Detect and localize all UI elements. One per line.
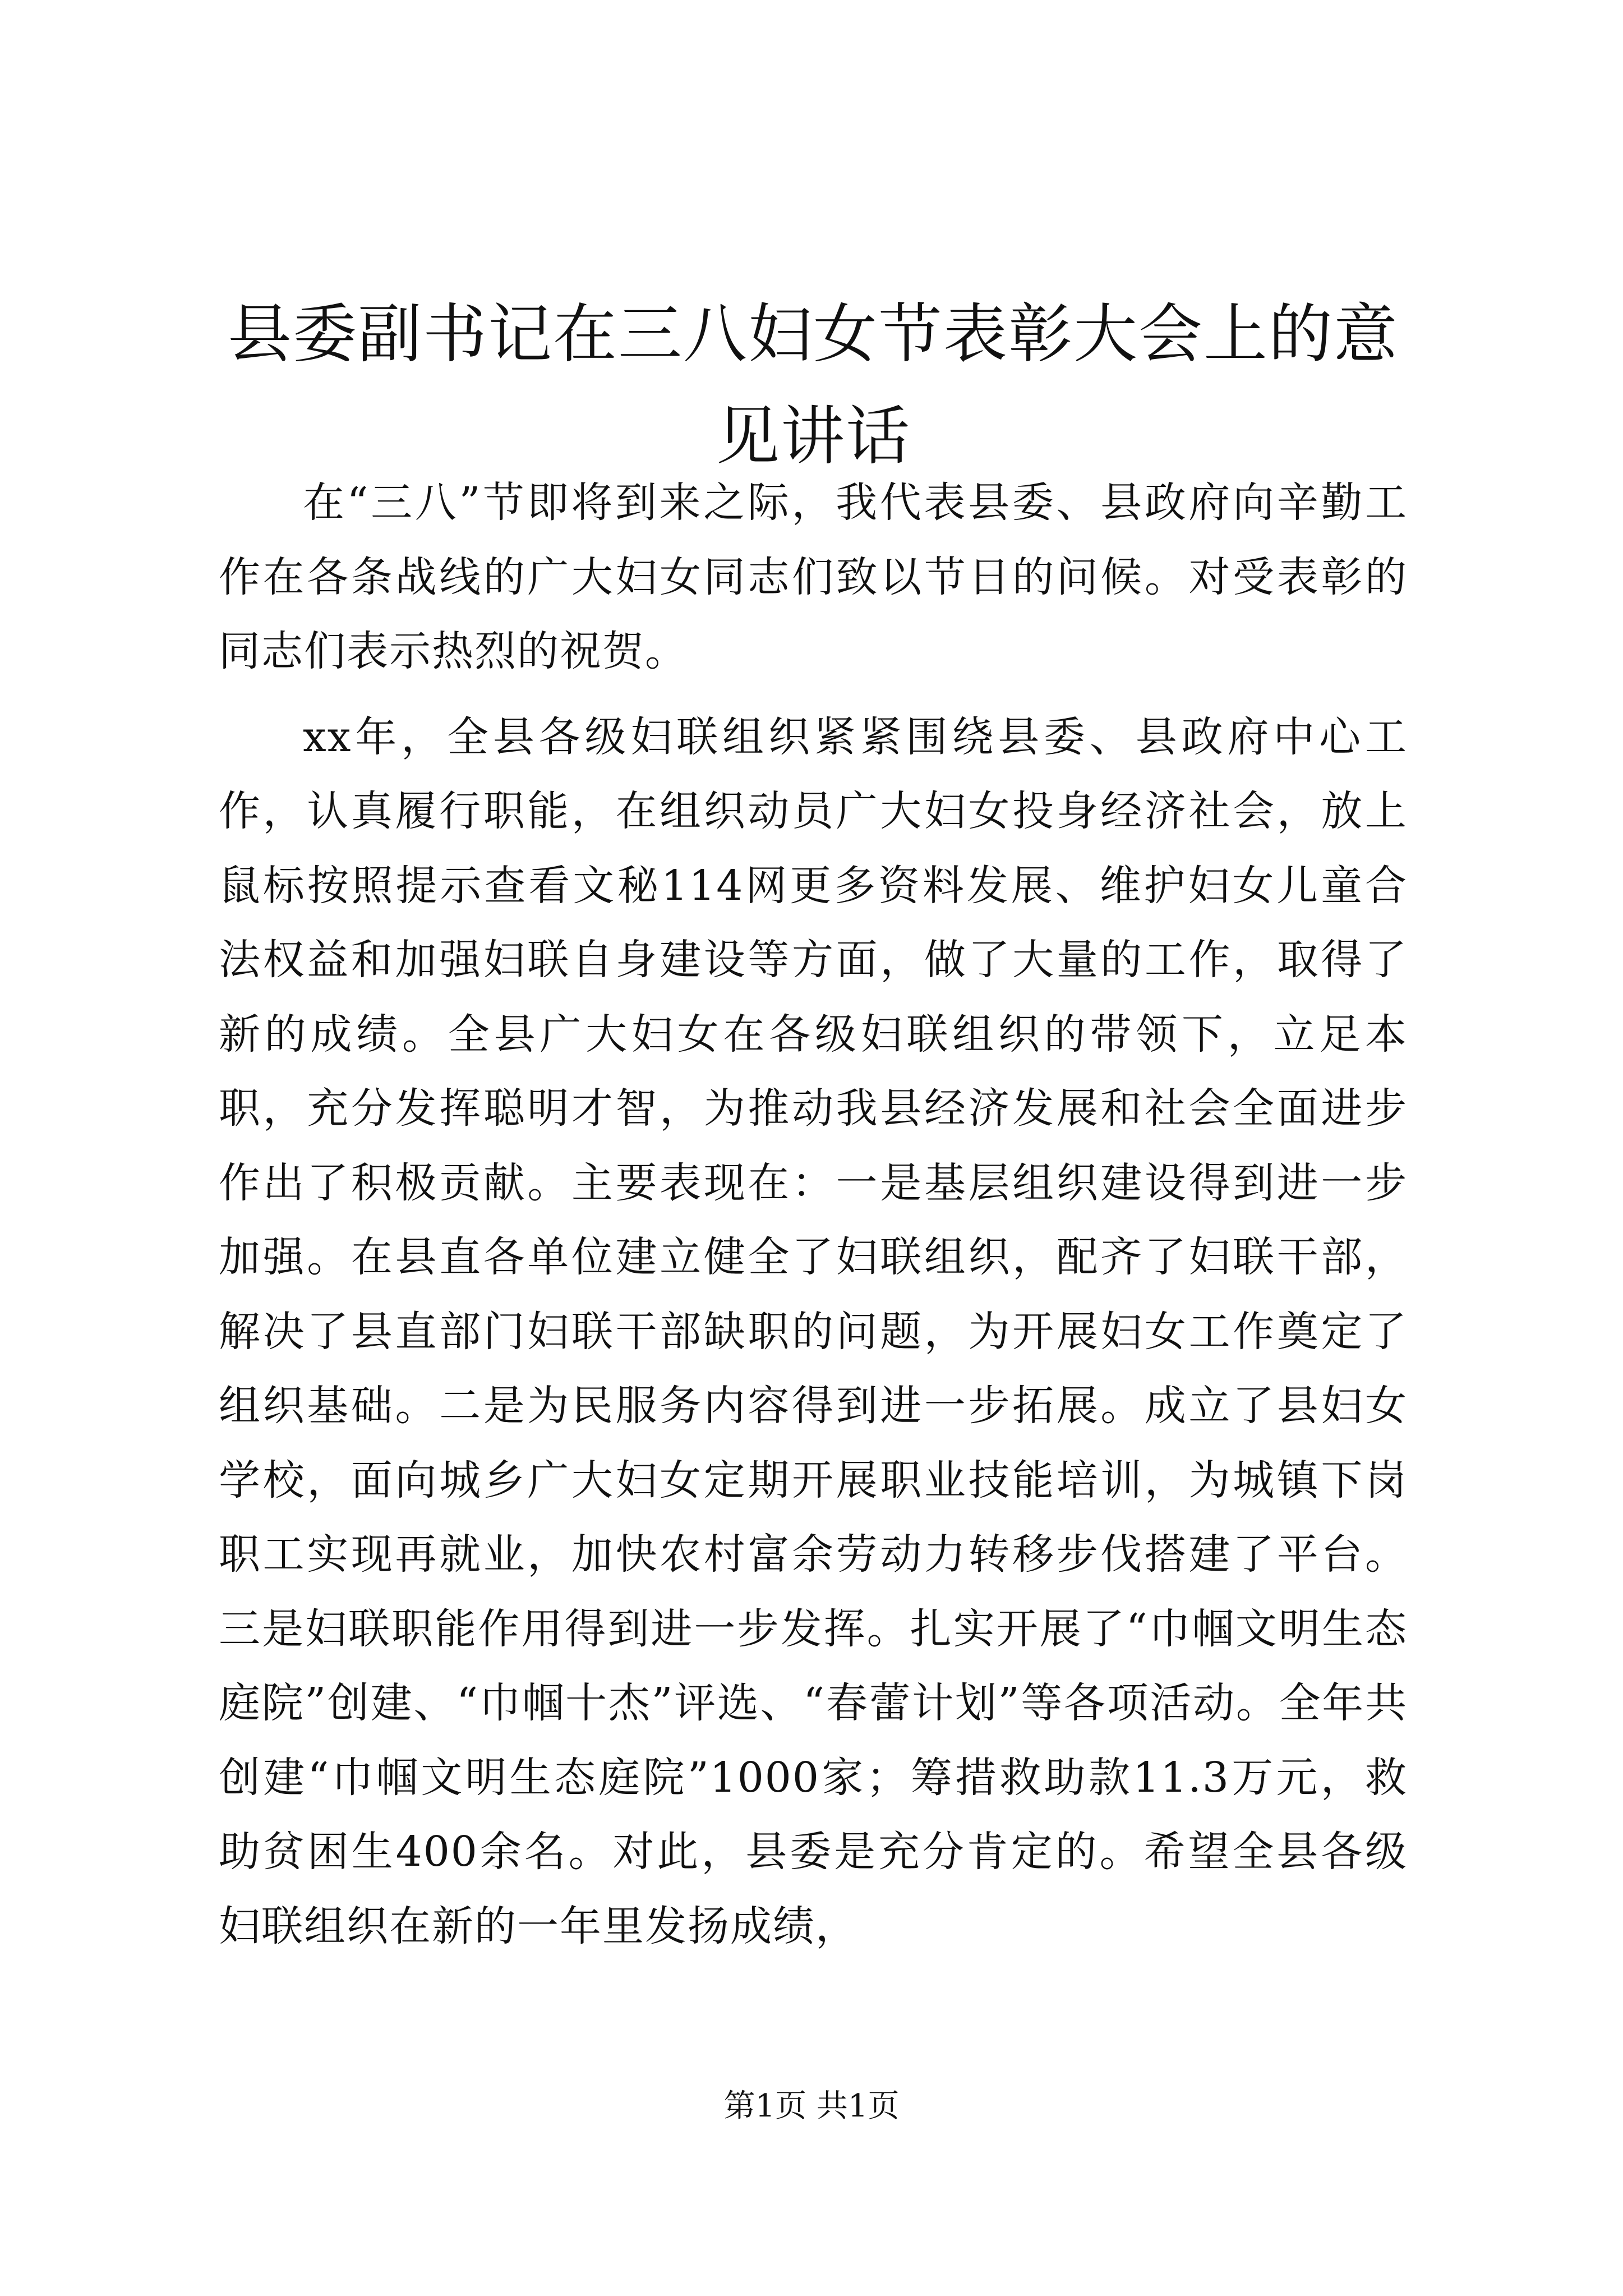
paragraph-achievements: xx年，全县各级妇联组织紧紧围绕县委、县政府中心工作，认真履行职能，在组织动员广大妇女投身经济社会，放上鼠标按照提示查看文秘114网更多资料发展、维护妇女儿童合法权益和加强妇联自身建设等方面，做了大量的工作，取得了新的成绩。全县广大妇女在各级妇联组织的带领下，立足本职，充分发挥聪明才智，为推动我县经济发展和社会全面进步作出了积极贡献。主要表现在：一是基层组织建设得到进一步加强。在县直各单位建立健全了妇联组织，配齐了妇联干部，解决了县直部门妇联干部缺职的问题，为开展妇女工作奠定了组织基础。二是为民服务内容得到进一步拓展。成立了县妇女学校，面向城乡广大妇女定期开展职业技能培训，为城镇下岗职工实现再就业，加快农村富余劳动力转移步伐搭建了平台。三是妇联职能作用得到进一步发挥。扎实开展了“巾帼文明生态庭院”创建、“巾帼十杰”评选、“春蕾计划”等各项活动。全年共创建“巾帼文明生态庭院”1000家；筹措救助款11.3万元，救助贫困生400余名。对此，县委是充分肯定的。希望全县各级妇联组织在新的一年里发扬成绩，: [219, 712, 1408, 1950]
document-body: [219, 466, 1408, 1963]
paragraph-greeting: 在“三八”节即将到来之际，我代表县委、县政府向辛勤工作在各条战线的广大妇女同志们致以节日的问候。对受表彰的同志们表示热烈的祝贺。: [219, 478, 1408, 675]
page-number-footer: 第1页 共1页: [723, 2088, 900, 2124]
document-title: 县委副书记在三八妇女节表彰大会上的意见讲话: [227, 297, 1399, 473]
